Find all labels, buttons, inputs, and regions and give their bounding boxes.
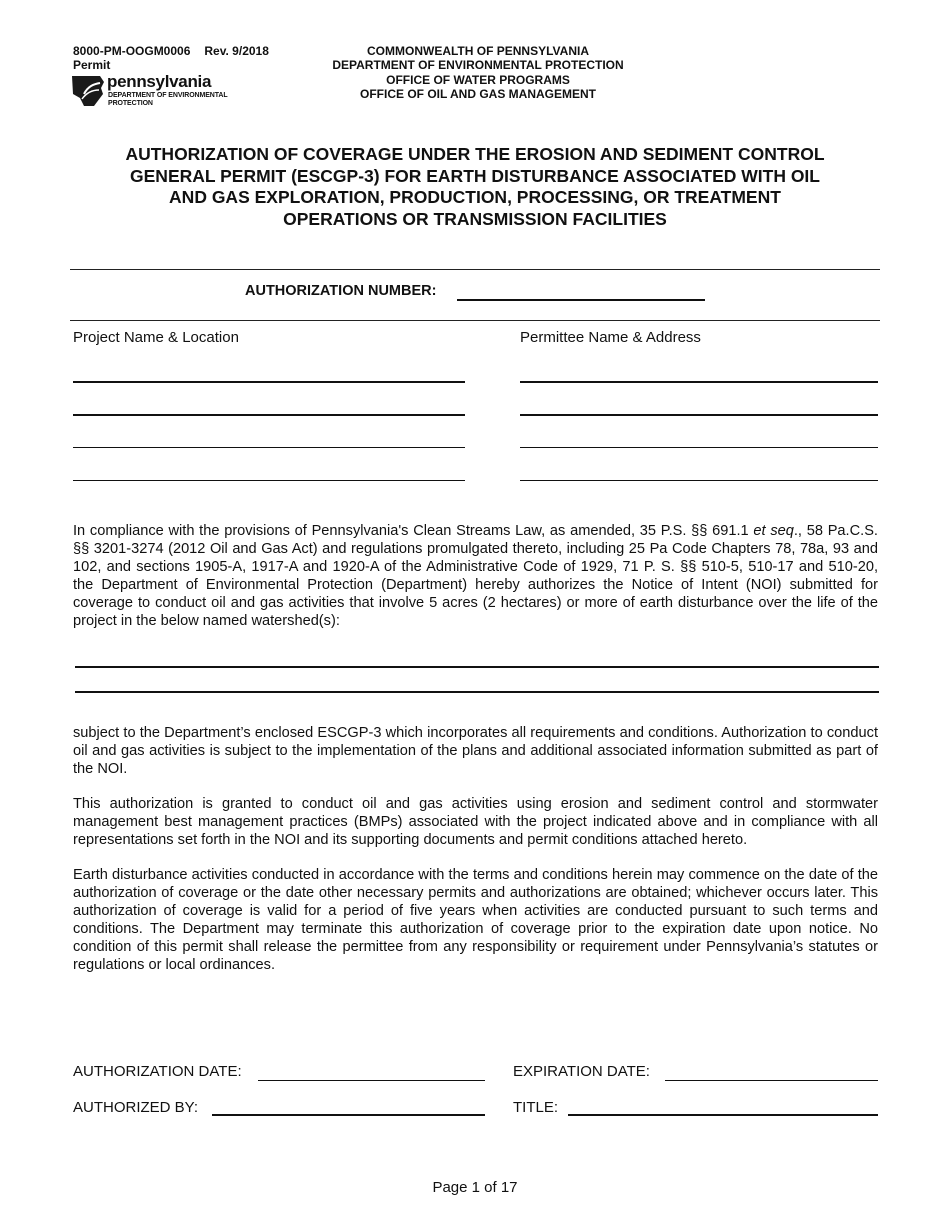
project-name-location-label: Project Name & Location <box>73 329 239 346</box>
watershed-line-2[interactable] <box>75 691 879 693</box>
authorization-paragraph: This authorization is granted to conduct oil and gas activities using erosion and sediment control and stormwater management best management practices (BMPs) associated with the project indicated above and in compliance with all representations set forth in the NOI and its supporting documents and permit conditions attached hereto. <box>73 796 878 848</box>
section-divider <box>70 320 880 321</box>
title-line: AND GAS EXPLORATION, PRODUCTION, PROCESSING, OR TREATMENT <box>169 187 781 207</box>
agency-header <box>300 44 656 101</box>
expiration-date-field[interactable] <box>665 1080 878 1081</box>
title-line: OPERATIONS OR TRANSMISSION FACILITIES <box>283 208 667 229</box>
agency-line: COMMONWEALTH OF PENNSYLVANIA <box>367 44 589 58</box>
permittee-line-1[interactable] <box>520 381 878 383</box>
agency-line: OFFICE OF WATER PROGRAMS <box>386 72 570 87</box>
title-line: AUTHORIZATION OF COVERAGE UNDER THE EROSION AND SEDIMENT CONTROL <box>125 144 825 164</box>
agency-line: DEPARTMENT OF ENVIRONMENTAL PROTECTION <box>332 58 624 73</box>
authorization-date-field[interactable] <box>258 1080 485 1081</box>
title-label: TITLE: <box>513 1099 559 1116</box>
logo-wordmark: pennsylvania <box>107 72 212 91</box>
permittee-line-3[interactable] <box>520 447 878 448</box>
page-number: Page 1 of 17 <box>432 1179 518 1196</box>
form-number: 8000-PM-OOGM0006 <box>73 44 191 58</box>
logo-subtitle-line: DEPARTMENT OF ENVIRONMENTAL <box>108 92 228 99</box>
keystone-icon <box>70 72 106 108</box>
authorization-number-label: AUTHORIZATION NUMBER: <box>245 283 437 299</box>
paragraph-italic-text: et seq <box>753 523 794 539</box>
watershed-line-1[interactable] <box>75 666 879 668</box>
form-id-block <box>73 44 269 72</box>
authorized-by-field[interactable] <box>212 1114 485 1116</box>
project-line-3[interactable] <box>73 447 465 448</box>
form-type: Permit <box>73 58 111 72</box>
permittee-name-address-label: Permittee Name & Address <box>520 329 701 346</box>
authorized-by-label: AUTHORIZED BY: <box>73 1099 199 1116</box>
permittee-line-4[interactable] <box>520 480 878 481</box>
expiration-date-label: EXPIRATION DATE: <box>513 1063 650 1080</box>
permittee-line-2[interactable] <box>520 414 878 416</box>
compliance-paragraph <box>73 522 878 630</box>
pa-dep-logo <box>70 72 106 113</box>
project-line-1[interactable] <box>73 381 465 383</box>
subject-paragraph: subject to the Department’s enclosed ESCGP-3 which incorporates all requirements and conditions. Authorization to conduct oil and gas activities is subject to the implementation of the plans and additional associated information submitted as part of the NOI. <box>73 725 878 777</box>
form-revision: Rev. 9/2018 <box>204 44 269 58</box>
paragraph-text: ., 58 Pa.C.S. §§ 3201-3274 (2012 Oil and Gas Act) and regulations promulgated thereto, including 25 Pa Code Chapters 78, 78a, 93 and 102, and sections 1905-A, 1917-A and 1920-A of the Administrative Code of 1929, 71 P. S. §§ 510-5, 510-17 and 510-20, the Department of Environmental Protection (Department) hereby authorizes the Notice of Intent (NOI) submitted for coverage to conduct oil and gas activities that involve 5 acres (2 hectares) or more of earth disturbance over the life of the project in the below named watershed(s): <box>73 523 878 629</box>
project-line-2[interactable] <box>73 414 465 416</box>
earth-disturbance-paragraph: Earth disturbance activities conducted in accordance with the terms and conditions herein may commence on the date of the authorization of coverage or the date other necessary permits and authorizations are obtained; whichever occurs later. This authorization of coverage is valid for a period of five years when activities are conducted pursuant to such terms and conditions. The Department may terminate this authorization of coverage prior to the expiration date upon notice. No condition of this permit shall release the permittee from any responsibility or requirement under Pennsylvania’s statutes or regulations or local ordinances. <box>73 867 878 973</box>
logo-subtitle <box>108 92 228 108</box>
section-divider <box>70 269 880 270</box>
paragraph-text: In compliance with the provisions of Pennsylvania's Clean Streams Law, as amended, 35 P.S. §§ 691.1 <box>73 523 754 539</box>
document-title <box>70 144 880 230</box>
title-field[interactable] <box>568 1114 878 1116</box>
authorization-date-label: AUTHORIZATION DATE: <box>73 1063 242 1080</box>
project-line-4[interactable] <box>73 480 465 481</box>
authorization-number-field[interactable] <box>457 299 705 301</box>
logo-subtitle-line: PROTECTION <box>108 100 153 107</box>
title-line: GENERAL PERMIT (ESCGP-3) FOR EARTH DISTURBANCE ASSOCIATED WITH OIL <box>130 165 820 186</box>
agency-line: OFFICE OF OIL AND GAS MANAGEMENT <box>360 86 596 101</box>
